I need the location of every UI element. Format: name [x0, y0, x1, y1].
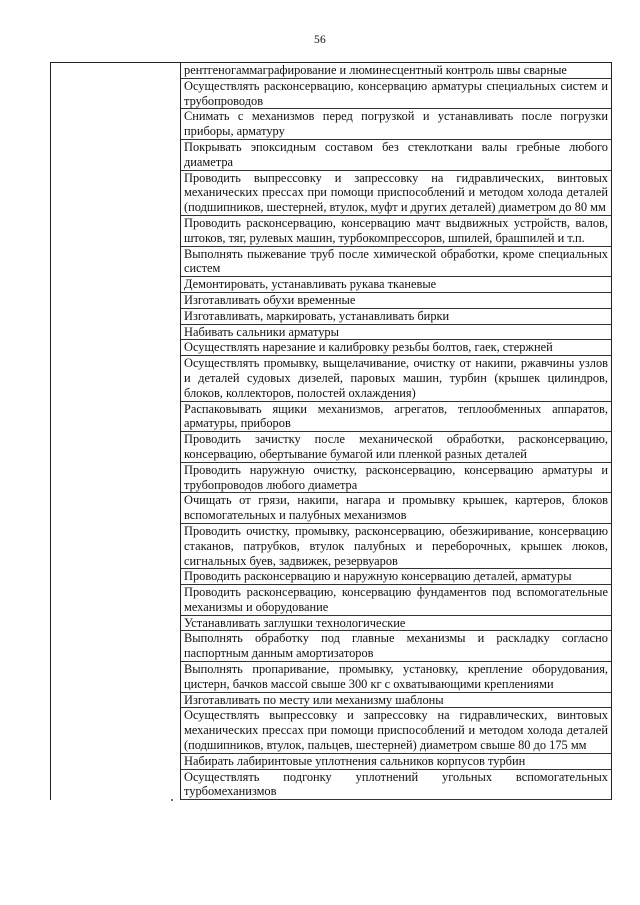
table-row: Набивать сальники арматуры — [180, 325, 611, 341]
table-row: Проводить выпрессовку и запрессовку на гидравлических, винтовых механических прессах при помощи приспособлений и методом холода деталей (подшипников, шестерней, втулок, муфт и других деталей) диаметром до 80 мм — [180, 171, 611, 216]
table-row: Демонтировать, устанавливать рукава тканевые — [180, 277, 611, 293]
work-list-table — [50, 62, 612, 799]
table-row: Осуществлять промывку, выщелачивание, очистку от накипи, ржавчины узлов и деталей судовых дизелей, паровых машин, турбин (крышек цилиндров, блоков, коллекторов, полостей охлаждения) — [180, 356, 611, 401]
table-row: Снимать с механизмов перед погрузкой и устанавливать после погрузки приборы, арматуру — [180, 109, 611, 140]
table-row: Проводить наружную очистку, расконсервацию, консервацию арматуры и трубопроводов любого диаметра — [180, 463, 611, 494]
table-row: Распаковывать ящики механизмов, агрегатов, теплообменных аппаратов, арматуры, приборов — [180, 402, 611, 433]
table-row: Осуществлять выпрессовку и запрессовку на гидравлических, винтовых механических прессах при помощи приспособлений и методом холода деталей (подшипников, втулок, пальцев, шестерней) диаметром свыше 80 до 175 мм — [180, 708, 611, 753]
table-row: Очищать от грязи, накипи, нагара и промывку крышек, картеров, блоков вспомогательных и палубных механизмов — [180, 493, 611, 524]
page-number: 56 — [313, 34, 327, 46]
table-row: Осуществлять нарезание и калибровку резьбы болтов, гаек, стержней — [180, 340, 611, 356]
table-row: Изготавливать обухи временные — [180, 293, 611, 309]
table-row: Осуществлять подгонку уплотнений угольных вспомогательных турбомеханизмов — [180, 770, 611, 801]
table-row: Проводить зачистку после механической обработки, расконсервацию, консервацию, обертывание бумагой или пленкой разных деталей — [180, 432, 611, 463]
table-row: Проводить расконсервацию, консервацию фундаментов под вспомогательные механизмы и оборудование — [180, 585, 611, 616]
table-row: Изготавливать, маркировать, устанавливать бирки — [180, 309, 611, 325]
table-row: Устанавливать заглушки технологические — [180, 616, 611, 632]
table-row: Осуществлять расконсервацию, консервацию арматуры специальных систем и трубопроводов — [180, 79, 611, 110]
table-row: Выполнять пропаривание, промывку, установку, крепление оборудования, цистерн, бачков массой свыше 300 кг с охватывающими креплениями — [180, 662, 611, 693]
table-row: Проводить очистку, промывку, расконсервацию, обезжиривание, консервацию стаканов, патрубков, втулок палубных и переборочных, крышек люков, сигнальных буев, задвижек, резервуаров — [180, 524, 611, 569]
scan-speck — [171, 799, 173, 801]
table-row: Покрывать эпоксидным составом без стеклоткани валы гребные любого диаметра — [180, 140, 611, 171]
task-column — [180, 63, 612, 800]
table-row: Изготавливать по месту или механизму шаблоны — [180, 693, 611, 709]
table-row: рентгеногаммаграфирование и люминесцентный контроль швы сварные — [180, 63, 611, 79]
table-row: Набирать лабиринтовые уплотнения сальников корпусов турбин — [180, 754, 611, 770]
table-row: Проводить расконсервацию и наружную консервацию деталей, арматуры — [180, 569, 611, 585]
table-row: Выполнять пыжевание труб после химической обработки, кроме специальных систем — [180, 247, 611, 278]
table-row: Проводить расконсервацию, консервацию мачт выдвижных устройств, валов, штоков, тяг, рулевых машин, турбокомпрессоров, шпилей, брашпилей и т.п. — [180, 216, 611, 247]
empty-left-column — [50, 63, 181, 800]
table-row: Выполнять обработку под главные механизмы и раскладку согласно паспортным данным амортизаторов — [180, 631, 611, 662]
